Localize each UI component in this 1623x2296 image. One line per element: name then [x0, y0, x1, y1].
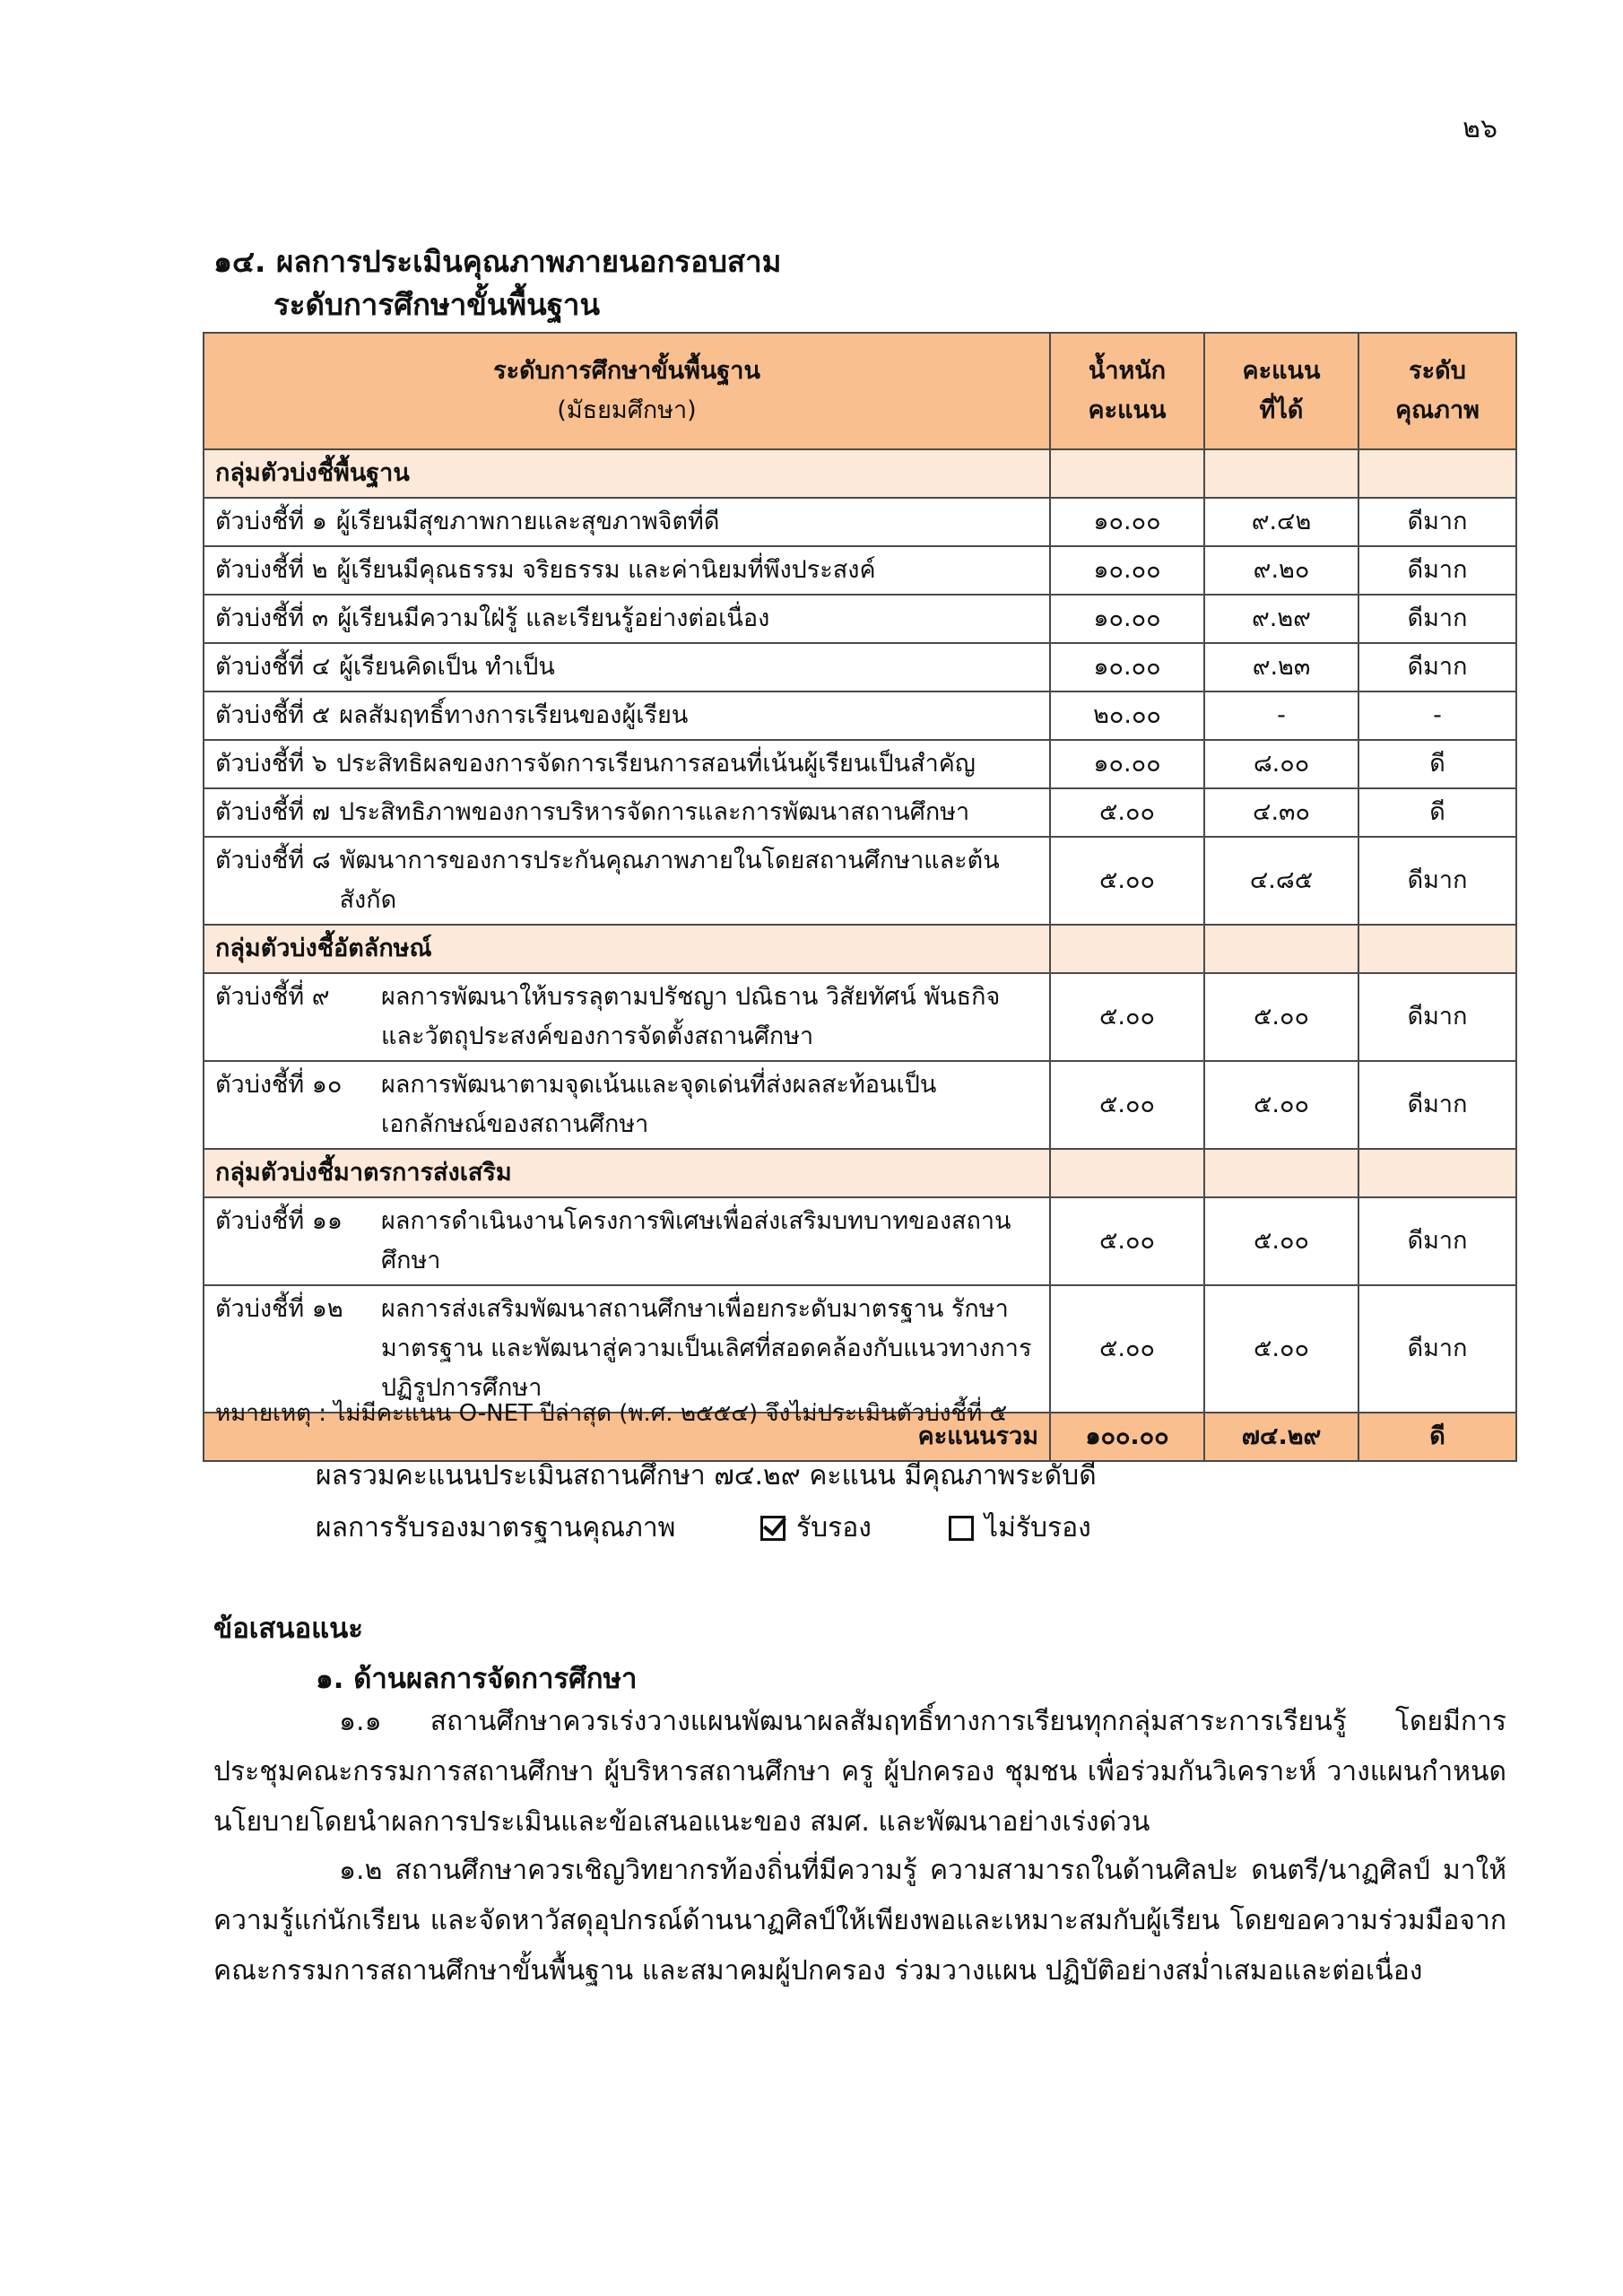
table-header-row: [204, 333, 1516, 449]
header-score-line2: ที่ได้: [1259, 396, 1304, 424]
indicator-score: ๙.๒๐: [1204, 546, 1358, 595]
indicator-quality: ดีมาก: [1358, 643, 1516, 691]
indicator-quality: ดีมาก: [1358, 1285, 1516, 1413]
recommendation-paragraph: ๑.๒ สถานศึกษาควรเชิญวิทยากรท้องถิ่นที่มีความรู้ ความสามารถในด้านศิลปะ ดนตรี/นาฏศิลป์ มาให้ความรู้แก่นักเรียน และจัดหาวัสดุอุปกรณ์ด้านนาฏศิลป์ให้เพียงพอและเหมาะสมกับผู้เรียน โดยขอความร่วมมือจากคณะกรรมการสถานศึกษาขั้นพื้นฐาน และสมาคมผู้ปกครอง ร่วมวางแผน ปฏิบัติอย่างสม่ำเสมอและต่อเนื่อง: [213, 1855, 1506, 1987]
recommendation-paragraph: ๑.๑ สถานศึกษาควรเร่งวางแผนพัฒนาผลสัมฤทธิ์ทางการเรียนทุกกลุ่มสาระการเรียนรู้ โดยมีการประชุมคณะกรรมการสถานศึกษา ผู้บริหารสถานศึกษา ครู ผู้ปกครอง ชุมชน เพื่อร่วมกันวิเคราะห์ วางแผนกำหนดนโยบายโดยนำผลการประเมินและข้อเสนอแนะของ สมศ. และพัฒนาอย่างเร่งด่วน: [213, 1706, 1506, 1838]
indicator-weight: ๕.๐๐: [1050, 788, 1204, 837]
table-row: [204, 498, 1516, 546]
indicator-code: ตัวบ่งชี้ที่ ๑๑: [215, 1207, 343, 1235]
group-name: กลุ่มตัวบ่งชี้พื้นฐาน: [204, 449, 1050, 498]
table-row: [204, 595, 1516, 643]
indicator-code: ตัวบ่งชี้ที่ ๘: [215, 847, 331, 874]
indicator-score: ๕.๐๐: [1204, 973, 1358, 1061]
checked-checkbox-icon: [760, 1516, 785, 1541]
indicator-code: ตัวบ่งชี้ที่ ๙: [215, 983, 330, 1011]
table-row: [204, 788, 1516, 837]
indicator-weight: ๕.๐๐: [1050, 837, 1204, 925]
indicator-weight: ๕.๐๐: [1050, 1197, 1204, 1285]
indicator-quality: ดีมาก: [1358, 546, 1516, 595]
indicator-score: ๘.๐๐: [1204, 740, 1358, 788]
table-row: [204, 643, 1516, 691]
certified-option: [760, 1507, 872, 1549]
indicator-weight: ๒๐.๐๐: [1050, 691, 1204, 740]
header-level: [204, 333, 1050, 449]
indicator-weight: ๑๐.๐๐: [1050, 595, 1204, 643]
indicator-description: ผลสัมฤทธิ์ทางการเรียนของผู้เรียน: [339, 701, 689, 729]
indicator-weight: ๑๐.๐๐: [1050, 546, 1204, 595]
header-quality: [1358, 333, 1516, 449]
indicator-quality: ดีมาก: [1358, 1061, 1516, 1149]
table-row: [204, 837, 1516, 925]
indicator-score: ๙.๒๙: [1204, 595, 1358, 643]
group-row: [204, 925, 1516, 973]
table-row: [204, 973, 1516, 1061]
indicator-score: ๙.๔๒: [1204, 498, 1358, 546]
indicator-weight: ๕.๐๐: [1050, 1285, 1204, 1413]
indicator-description: ผลการส่งเสริมพัฒนาสถานศึกษาเพื่อยกระดับมาตรฐาน รักษามาตรฐาน และพัฒนาสู่ความเป็นเลิศที่สอดคล้องกับแนวทางการปฏิรูปการศึกษา: [381, 1295, 1032, 1402]
recommendations-heading: ข้อเสนอแนะ: [213, 1613, 363, 1645]
indicator-code: ตัวบ่งชี้ที่ ๑๒: [215, 1295, 343, 1323]
table-row: [204, 1061, 1516, 1149]
group-name: กลุ่มตัวบ่งชี้อัตลักษณ์: [204, 925, 1050, 973]
indicator-quality: ดี: [1358, 788, 1516, 837]
header-level-title: ระดับการศึกษาขั้นพื้นฐาน: [493, 357, 760, 385]
indicator-quality: ดีมาก: [1358, 498, 1516, 546]
indicator-quality: ดีมาก: [1358, 595, 1516, 643]
total-score: ๗๔.๒๙: [1204, 1413, 1358, 1461]
indicator-weight: ๑๐.๐๐: [1050, 498, 1204, 546]
group-row: [204, 1149, 1516, 1197]
group-name: กลุ่มตัวบ่งชี้มาตรการส่งเสริม: [204, 1149, 1050, 1197]
quality-assessment-table: [203, 332, 1517, 1462]
table-row: [204, 691, 1516, 740]
indicator-score: ๕.๐๐: [1204, 1197, 1358, 1285]
header-level-subtitle: (มัธยมศึกษา): [557, 396, 697, 424]
indicator-score: ๔.๓๐: [1204, 788, 1358, 837]
page-number: ๒๖: [1462, 113, 1497, 144]
table-row: [204, 1197, 1516, 1285]
indicator-code: ตัวบ่งชี้ที่ ๗: [215, 798, 331, 826]
table-row: [204, 1285, 1516, 1413]
indicator-description: ผลการดำเนินงานโครงการพิเศษเพื่อส่งเสริมบทบาทของสถานศึกษา: [381, 1207, 1011, 1274]
indicator-quality: ดีมาก: [1358, 1197, 1516, 1285]
indicator-weight: ๕.๐๐: [1050, 1061, 1204, 1149]
certification-label: ผลการรับรองมาตรฐานคุณภาพ: [316, 1512, 676, 1544]
indicator-score: ๔.๘๕: [1204, 837, 1358, 925]
section-title: ๑๔. ผลการประเมินคุณภาพภายนอกรอบสาม: [213, 244, 782, 279]
indicator-description: ผลการพัฒนาตามจุดเน้นและจุดเด่นที่ส่งผลสะท้อนเป็นเอกลักษณ์ของสถานศึกษา: [381, 1071, 937, 1138]
header-quality-line1: ระดับ: [1409, 357, 1466, 385]
summary-score-line: ผลรวมคะแนนประเมินสถานศึกษา ๗๔.๒๙ คะแนน มีคุณภาพระดับดี: [316, 1460, 1097, 1492]
header-weight-line2: คะแนน: [1088, 396, 1167, 424]
indicator-description: ผู้เรียนคิดเป็น ทำเป็น: [339, 653, 555, 681]
indicator-code: ตัวบ่งชี้ที่ ๓: [215, 604, 329, 632]
indicator-quality: ดีมาก: [1358, 973, 1516, 1061]
total-label: คะแนนรวม: [204, 1413, 1050, 1461]
indicator-description: ประสิทธิภาพของการบริหารจัดการและการพัฒนาสถานศึกษา: [339, 798, 970, 826]
table-row: [204, 740, 1516, 788]
not-certified-option: [949, 1507, 1091, 1549]
header-weight: [1050, 333, 1204, 449]
section-subtitle: ระดับการศึกษาขั้นพื้นฐาน: [273, 287, 600, 322]
indicator-description: พัฒนาการของการประกันคุณภาพภายในโดยสถานศึกษาและต้นสังกัด: [339, 847, 1000, 914]
empty-checkbox-icon: [949, 1516, 974, 1541]
indicator-description: ผลการพัฒนาให้บรรลุตามปรัชญา ปณิธาน วิสัยทัศน์ พันธกิจ และวัตถุประสงค์ของการจัดตั้งสถานศึกษา: [381, 983, 1001, 1050]
header-score: [1204, 333, 1358, 449]
indicator-score: ๕.๐๐: [1204, 1285, 1358, 1413]
not-certified-label: ไม่รับรอง: [985, 1512, 1091, 1544]
indicator-score: ๕.๐๐: [1204, 1061, 1358, 1149]
indicator-description: ผู้เรียนมีสุขภาพกายและสุขภาพจิตที่ดี: [335, 508, 720, 535]
indicator-quality: ดี: [1358, 740, 1516, 788]
indicator-score: -: [1204, 691, 1358, 740]
indicator-description: ผู้เรียนมีคุณธรรม จริยธรรม และค่านิยมที่พึงประสงค์: [336, 556, 876, 584]
indicator-description: ประสิทธิผลของการจัดการเรียนการสอนที่เน้นผู้เรียนเป็นสำคัญ: [335, 750, 976, 778]
indicator-code: ตัวบ่งชี้ที่ ๒: [215, 556, 328, 584]
indicator-score: ๙.๒๓: [1204, 643, 1358, 691]
certified-label: รับรอง: [796, 1512, 872, 1544]
indicator-weight: ๕.๐๐: [1050, 973, 1204, 1061]
indicator-code: ตัวบ่งชี้ที่ ๑: [215, 508, 327, 535]
indicator-weight: ๑๐.๐๐: [1050, 740, 1204, 788]
group-row: [204, 449, 1516, 498]
recommendations-subheading: ๑. ด้านผลการจัดการศึกษา: [316, 1663, 638, 1695]
header-quality-line2: คุณภาพ: [1395, 396, 1480, 424]
indicator-description: ผู้เรียนมีความใฝ่รู้ และเรียนรู้อย่างต่อเนื่อง: [337, 604, 770, 632]
table-note: หมายเหตุ : ไม่มีคะแนน O-NET ปีล่าสุด (พ.ศ. ๒๕๕๔) จึงไม่ประเมินตัวบ่งชี้ที่ ๕: [215, 1400, 1008, 1427]
header-score-line1: คะแนน: [1242, 357, 1321, 385]
indicator-code: ตัวบ่งชี้ที่ ๕: [215, 701, 331, 729]
table-row: [204, 546, 1516, 595]
indicator-code: ตัวบ่งชี้ที่ ๖: [215, 750, 327, 778]
indicator-code: ตัวบ่งชี้ที่ ๑๐: [215, 1071, 343, 1099]
header-weight-line1: น้ำหนัก: [1088, 357, 1167, 385]
total-quality: ดี: [1358, 1413, 1516, 1461]
indicator-quality: -: [1358, 691, 1516, 740]
indicator-weight: ๑๐.๐๐: [1050, 643, 1204, 691]
indicator-code: ตัวบ่งชี้ที่ ๔: [215, 653, 331, 681]
total-weight: ๑๐๐.๐๐: [1050, 1413, 1204, 1461]
indicator-quality: ดีมาก: [1358, 837, 1516, 925]
